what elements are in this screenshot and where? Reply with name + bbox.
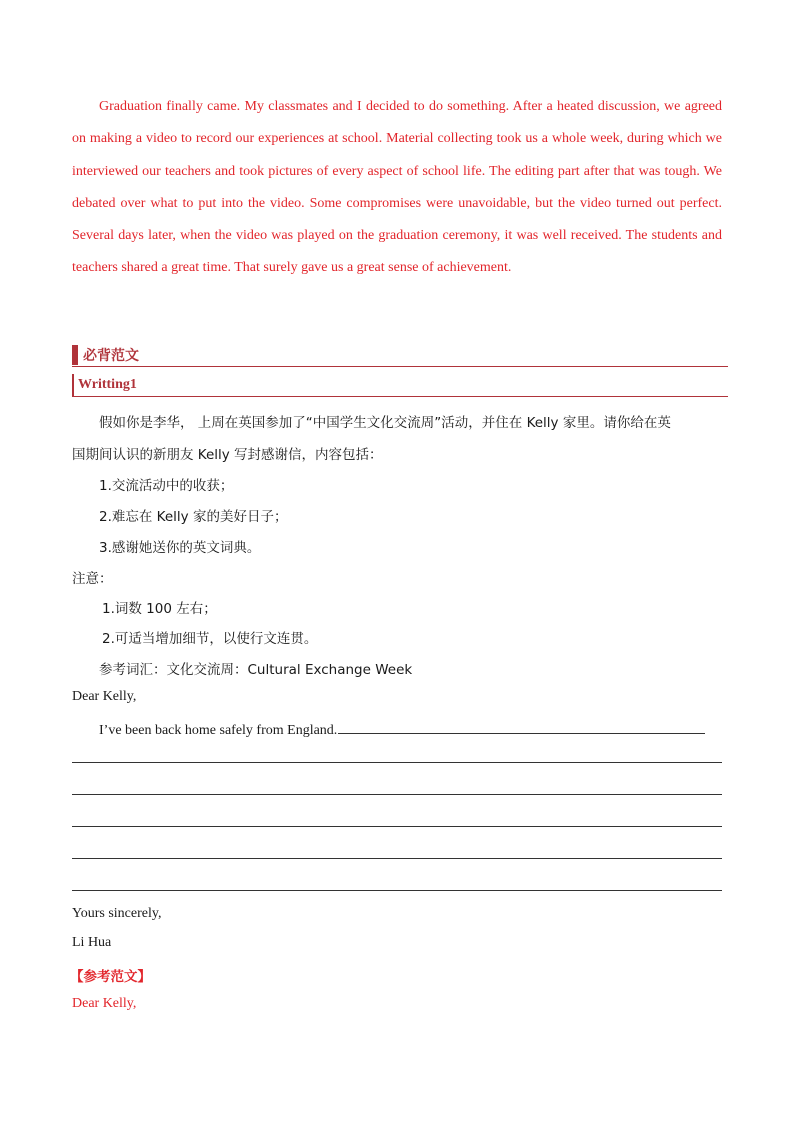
- writing-subheader: [72, 374, 728, 397]
- writing-title: Writting1: [78, 377, 137, 392]
- writing-blank-line-4[interactable]: [72, 858, 722, 859]
- model-essay-paragraph: Graduation finally came. My classmates and I decided to do something. After a heated discussion, we agreed on making a video to record our experiences at school. Material collecting took us a whole week, during which we interviewed our teachers and took pictures of every aspect of school life. The editing part after that was tough. We debated over what to put into the video. Some compromises were unavoidable, but the video turned out perfect. Several days later, when the video was played on the graduation ceremony, it was well received. The students and teachers shared a great time. That surely gave us a great sense of achievement.: [72, 99, 722, 276]
- section-header: [72, 344, 728, 367]
- letter-first-line-text: I’ve been back home safely from England.: [99, 723, 338, 738]
- note-item-1: 1.词数 100 左右；: [102, 601, 217, 617]
- writing-blank-line-2[interactable]: [72, 794, 722, 795]
- prompt-line-2: 国期间认识的新朋友 Kelly 写封感谢信，内容包括：: [72, 447, 383, 463]
- letter-closing: Yours sincerely,: [72, 906, 162, 921]
- writing-blank-line-3[interactable]: [72, 826, 722, 827]
- section-header-bar: [72, 345, 78, 365]
- prompt-line-1: 假如你是李华， 上周在英国参加了“中国学生文化交流周”活动，并住在 Kelly 家里。请你给在英: [99, 415, 671, 431]
- notes-label: 注意：: [72, 571, 113, 587]
- letter-salutation: Dear Kelly,: [72, 689, 137, 704]
- writing-blank-line-5[interactable]: [72, 890, 722, 891]
- subheader-bar: [72, 374, 74, 396]
- letter-first-line: [99, 719, 705, 739]
- prompt-item-2: 2.难忘在 Kelly 家的美好日子；: [99, 509, 288, 525]
- reference-answer-label: 【参考范文】: [70, 969, 151, 985]
- letter-signature: Li Hua: [72, 935, 112, 950]
- prompt-item-3: 3.感谢她送你的英文词典。: [99, 540, 261, 556]
- vocab-hint: 参考词汇：文化交流周：Cultural Exchange Week: [99, 662, 413, 678]
- reference-answer-salutation: Dear Kelly,: [72, 996, 137, 1011]
- section-title: 必背范文: [83, 348, 139, 364]
- note-item-2: 2.可适当增加细节，以使行文连贯。: [102, 631, 318, 647]
- writing-blank-line-1[interactable]: [72, 762, 722, 763]
- prompt-item-1: 1.交流活动中的收获；: [99, 478, 234, 494]
- writing-blank-inline[interactable]: [338, 719, 705, 734]
